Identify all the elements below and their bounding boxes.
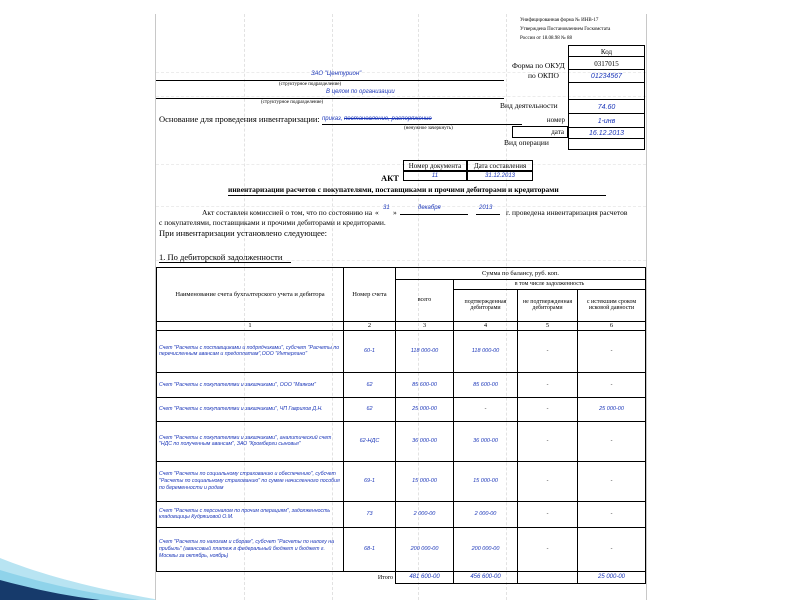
- organization-underline: [156, 80, 504, 81]
- col-number: 3: [396, 321, 454, 330]
- table-row: [157, 501, 646, 527]
- act-text-line2: с покупателями, поставщиками и прочими дебиторами и кредиторами.: [159, 218, 386, 227]
- row-name: Счет "Расчеты с покупателями и заказчиками", аналитический счет "НДС по полученным авансам", ЗАО "Кромберги сыновья": [157, 421, 344, 461]
- row-total: 85 600-00: [396, 372, 454, 397]
- quote-open: «: [375, 208, 379, 217]
- row-confirmed: 200 000-00: [454, 527, 518, 571]
- unit-underline: [156, 98, 504, 99]
- act-text-part2: г. проведена инвентаризация расчетов: [506, 208, 628, 217]
- row-confirmed: 118 000-00: [454, 330, 518, 372]
- total-row: [157, 571, 646, 583]
- okud-label: Форма по ОКУД: [512, 61, 565, 70]
- row-total: 25 000-00: [396, 397, 454, 421]
- form-note-line2: Утверждена Постановлением Госкомстата: [520, 27, 611, 32]
- row-unconfirmed: -: [518, 501, 578, 527]
- operation-value: [569, 138, 644, 152]
- document-sheet: [155, 14, 647, 600]
- row-unconfirmed: -: [518, 330, 578, 372]
- col-header-expired: с истекшим сроком исковой давности: [578, 289, 646, 321]
- row-account: 68-1: [344, 527, 396, 571]
- table-row: [157, 527, 646, 571]
- col-header-account: Номер счета: [344, 268, 396, 322]
- act-title: инвентаризации расчетов с покупателями, поставщиками и прочими дебиторами и кредиторами: [228, 185, 559, 194]
- basis-value: приказ,: [322, 116, 343, 122]
- row-expired: -: [578, 330, 646, 372]
- date-label: дата: [512, 126, 568, 138]
- act-day: 31: [383, 205, 390, 211]
- total-confirmed: 456 600-00: [454, 571, 518, 583]
- col-header-unconfirmed: не подтвержденная дебиторами: [518, 289, 578, 321]
- table-row: [157, 421, 646, 461]
- doc-date-header: Дата составления: [467, 160, 533, 171]
- row-account: 62: [344, 372, 396, 397]
- number-label: номер: [546, 115, 565, 124]
- year-underline: [476, 214, 500, 215]
- row-name: Счет "Расчеты по социальному страхованию и обеспечению", субсчет "Расчеты по социальному страхованию" по сумме начисленного пособия по беременности и родам: [157, 461, 344, 501]
- row-account: 73: [344, 501, 396, 527]
- organization-caption: (структурное подразделение): [279, 82, 342, 87]
- form-note-line1: Унифицированная форма № ИНВ-17: [520, 18, 599, 23]
- row-name: Счет "Расчеты с покупателями и заказчиками", ООО "Маяком": [157, 372, 344, 397]
- activity-value: 74.60: [569, 99, 644, 114]
- table-row: [157, 461, 646, 501]
- unit-caption: (структурное подразделение): [261, 100, 324, 105]
- row-confirmed: 2 000-00: [454, 501, 518, 527]
- row-expired: 25 000-00: [578, 397, 646, 421]
- total-sum: 481 600-00: [396, 571, 454, 583]
- act-text-part1: Акт составлен комиссией о том, что по состоянию на: [202, 208, 373, 217]
- row-unconfirmed: -: [518, 527, 578, 571]
- total-spacer: [157, 571, 344, 583]
- form-note-line3: России от 18.08.98 № 88: [520, 36, 572, 41]
- blank-code: [569, 82, 644, 100]
- act-text-line3: При инвентаризации установлено следующее:: [159, 228, 328, 238]
- act-year: 2013: [479, 205, 493, 211]
- row-name: Счет "Расчеты с персоналом по прочим операциям", задолженность кладовщицы Кудряшовой О.М.: [157, 501, 344, 527]
- row-account: 69-1: [344, 461, 396, 501]
- col-header-sum: Сумма по балансу, руб. коп.: [396, 268, 646, 280]
- table-row: [157, 330, 646, 372]
- quote-close: »: [393, 208, 397, 217]
- col-number: 4: [454, 321, 518, 330]
- okpo-label: по ОКПО: [528, 71, 559, 80]
- row-expired: -: [578, 421, 646, 461]
- table-row: [157, 372, 646, 397]
- row-total: 118 000-00: [396, 330, 454, 372]
- col-header-total: всего: [396, 280, 454, 322]
- row-expired: -: [578, 527, 646, 571]
- total-label: Итого: [377, 574, 393, 581]
- total-unconfirmed: [518, 571, 578, 583]
- doc-number-header: Номер документа: [403, 160, 467, 171]
- col-number: 6: [578, 321, 646, 330]
- structural-unit: В целом по организации: [326, 89, 395, 95]
- row-name: Счет "Расчеты по налогам и сборам", субсчет "Расчеты по налогу на прибыль" (авансовый платеж в федеральный бюджет и бюджет г. Москвы за октябрь, ноябрь): [157, 527, 344, 571]
- row-confirmed: 36 000-00: [454, 421, 518, 461]
- row-name: Счет "Расчеты с покупателями и заказчиками", ЧП Гаврилов Д.Н.: [157, 397, 344, 421]
- activity-label: Вид деятельности: [500, 101, 558, 110]
- section-underline: [159, 262, 291, 263]
- row-total: 2 000-00: [396, 501, 454, 527]
- section-title: 1. По дебиторской задолженности: [159, 252, 283, 262]
- act-title-underline: [228, 195, 606, 196]
- row-expired: -: [578, 501, 646, 527]
- col-header-name: Наименование счета бухгалтерского учета и дебитора: [157, 268, 344, 322]
- basis-value-struck: постановление, распоряжение: [344, 116, 432, 122]
- debt-table: [156, 267, 646, 584]
- row-confirmed: 85 600-00: [454, 372, 518, 397]
- row-account: 62: [344, 397, 396, 421]
- basis-underline: [322, 124, 522, 125]
- table-row: [157, 397, 646, 421]
- col-number: 2: [344, 321, 396, 330]
- act-month: декабря: [418, 205, 441, 211]
- row-confirmed: 15 000-00: [454, 461, 518, 501]
- kod-header: Код: [569, 45, 644, 57]
- operation-label: Вид операции: [504, 138, 549, 147]
- grid-line: [156, 206, 646, 207]
- basis-caption: (ненужное зачеркнуть): [404, 126, 453, 131]
- doc-date-value: 31.12.2013: [467, 171, 533, 181]
- okud-value: 0317015: [569, 56, 644, 70]
- row-expired: -: [578, 461, 646, 501]
- row-name: Счет "Расчеты с поставщиками и подрядчиками", субсчет "Расчеты по перечисленным авансам и предоплатам",ООО "Интерлано": [157, 330, 344, 372]
- column-number-row: [157, 321, 646, 330]
- codes-box: [568, 45, 645, 150]
- total-expired: 25 000-00: [578, 571, 646, 583]
- month-underline: [400, 214, 468, 215]
- row-unconfirmed: -: [518, 421, 578, 461]
- basis-label: Основание для проведения инвентаризации:: [159, 114, 320, 124]
- row-total: 36 000-00: [396, 421, 454, 461]
- grid-line: [156, 164, 646, 165]
- doc-number-value: 11: [403, 171, 467, 181]
- organization-name: ЗАО "Центурион": [311, 71, 362, 77]
- col-header-confirmed: подтвержденная дебиторами: [454, 289, 518, 321]
- row-account: 62-НДС: [344, 421, 396, 461]
- okpo-value: 01234567: [569, 69, 644, 83]
- col-number: 5: [518, 321, 578, 330]
- col-header-incl: в том числе задолженность: [454, 280, 646, 290]
- decorative-swoosh: [0, 520, 160, 600]
- date-value: 16.12.2013: [569, 127, 644, 139]
- row-account: 60-1: [344, 330, 396, 372]
- act-label: АКТ: [381, 173, 399, 183]
- row-confirmed: -: [454, 397, 518, 421]
- row-unconfirmed: -: [518, 461, 578, 501]
- row-unconfirmed: -: [518, 397, 578, 421]
- row-unconfirmed: -: [518, 372, 578, 397]
- row-total: 15 000-00: [396, 461, 454, 501]
- col-number: 1: [157, 321, 344, 330]
- row-total: 200 000-00: [396, 527, 454, 571]
- row-expired: -: [578, 372, 646, 397]
- number-value: 1-инв: [569, 113, 644, 128]
